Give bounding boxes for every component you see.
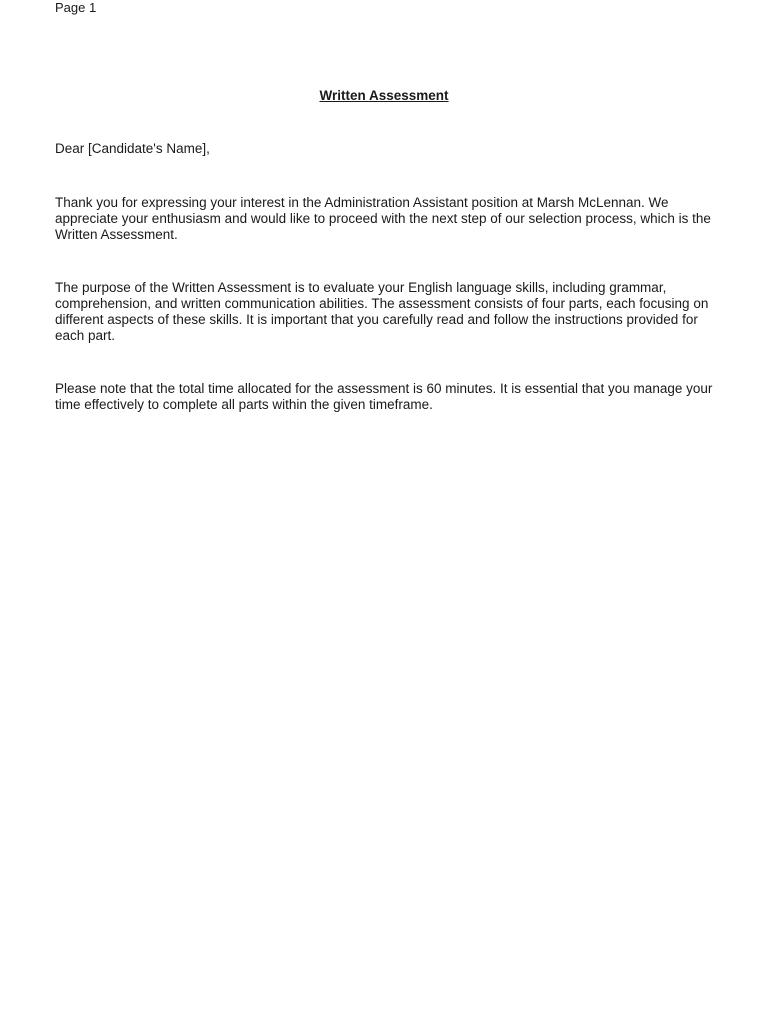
paragraph-time-note: Please note that the total time allocated for the assessment is 60 minutes. It is essential that you manage your time effectively to complete all parts within the given timeframe.: [55, 381, 713, 412]
paragraph-purpose: The purpose of the Written Assessment is to evaluate your English language skills, including grammar, comprehension, and written communication abilities. The assessment consists of four parts, each focusing on different aspects of these skills. It is important that you carefully read and follow the instructions provided for each part.: [55, 280, 709, 343]
document-title: Written Assessment: [319, 88, 449, 103]
paragraph-intro: Thank you for expressing your interest in the Administration Assistant position at Marsh McLennan. We appreciate your enthusiasm and would like to proceed with the next step of our selection process, which is the Written Assessment.: [55, 195, 711, 242]
salutation: Dear [Candidate's Name],: [55, 141, 210, 156]
page-number: Page 1: [55, 0, 97, 15]
